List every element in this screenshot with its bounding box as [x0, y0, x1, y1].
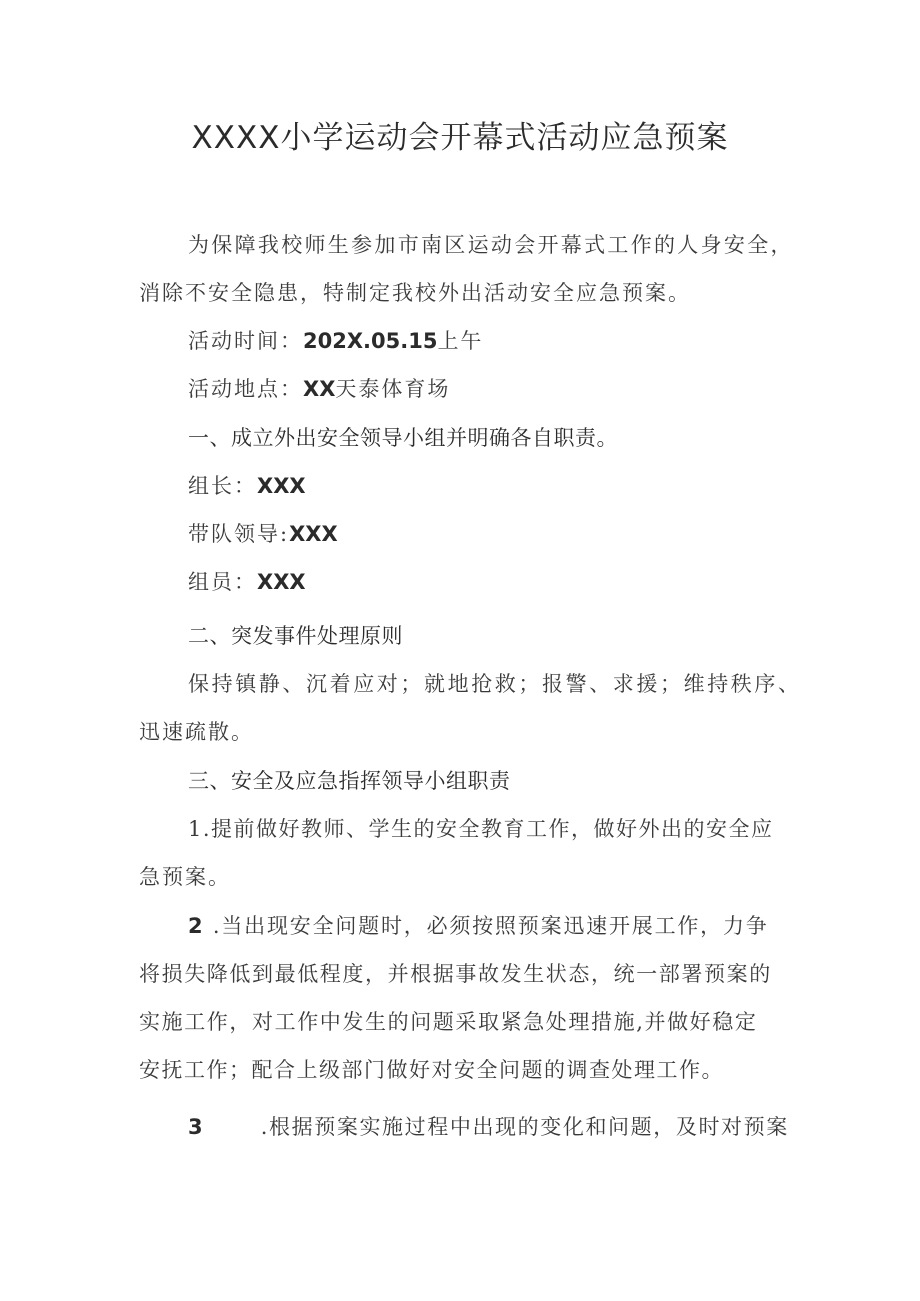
activity-place-suffix: 天泰体育场 [335, 377, 451, 401]
group-leader-label: 组长： [188, 474, 257, 498]
item-1-line-1: 1.提前做好教师、学生的安全教育工作，做好外出的安全应 [188, 817, 774, 841]
item-1-line-2: 急预案。 [139, 865, 231, 889]
activity-time-label: 活动时间： [188, 329, 303, 353]
activity-place-label: 活动地点： [188, 377, 303, 401]
section-1-heading: 一、成立外出安全领导小组并明确各自职责。 [188, 426, 618, 450]
item-2-line-4: 安抚工作；配合上级部门做好对安全问题的调查处理工作。 [139, 1058, 724, 1082]
activity-place-value: XX [303, 377, 336, 401]
item-3-number: 3 [188, 1115, 205, 1139]
item-2-line-1 [188, 910, 769, 940]
section-2-line-1: 保持镇静、沉着应对；就地抢救；报警、求援；维持秩序、 [188, 672, 802, 696]
section-3-heading: 三、安全及应急指挥领导小组职责 [188, 769, 511, 793]
activity-time [188, 325, 483, 355]
activity-time-suffix: 上午 [437, 329, 484, 353]
item-2-line-1-text: .当出现安全问题时，必须按照预案迅速开展工作，力争 [212, 914, 769, 938]
item-2-number: 2 [188, 914, 205, 938]
item-2-line-2: 将损失降低到最低程度，并根据事故发生状态，统一部署预案的 [139, 962, 772, 986]
activity-place [188, 373, 450, 403]
group-member-label: 组员： [188, 570, 257, 594]
item-3-line-1 [188, 1111, 789, 1141]
item-3-line-1-text: .根据预案实施过程中出现的变化和问题，及时对预案 [260, 1115, 789, 1139]
section-2-heading: 二、突发事件处理原则 [188, 624, 403, 648]
group-leader [188, 470, 306, 500]
group-member [188, 566, 306, 596]
group-member-value: XXX [257, 570, 306, 594]
team-leader [188, 518, 338, 548]
team-leader-label: 带队领导: [188, 522, 290, 546]
activity-time-value: 202X.05.15 [303, 329, 438, 353]
document-title: XXXX小学运动会开幕式活动应急预案 [191, 120, 729, 156]
team-leader-value: XXX [289, 522, 338, 546]
section-2-line-2: 迅速疏散。 [139, 720, 254, 744]
intro-line-1: 为保障我校师生参加市南区运动会开幕式工作的人身安全， [188, 233, 794, 257]
group-leader-value: XXX [257, 474, 306, 498]
intro-line-2: 消除不安全隐患，特制定我校外出活动安全应急预案。 [139, 281, 691, 305]
item-2-line-3: 实施工作，对工作中发生的问题采取紧急处理措施,并做好稳定 [139, 1010, 758, 1034]
